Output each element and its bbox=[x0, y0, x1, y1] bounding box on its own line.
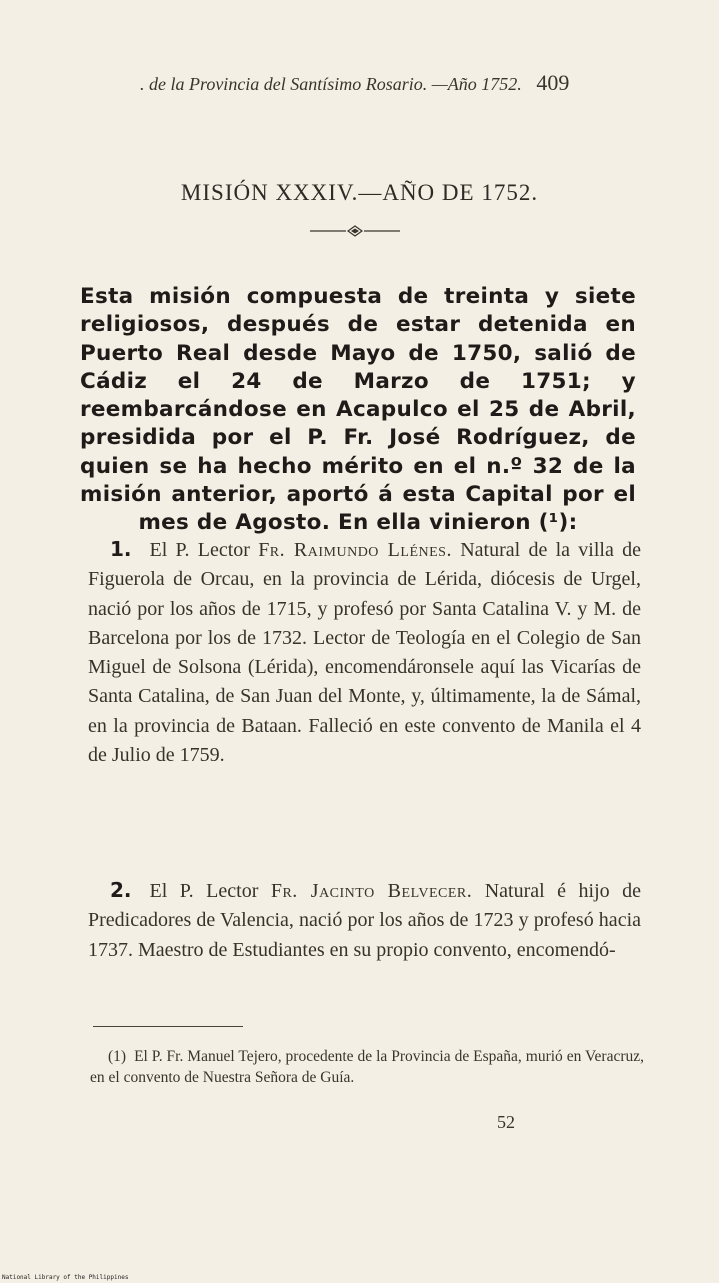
entry-prefix: El P. Lector bbox=[149, 539, 250, 561]
running-head bbox=[140, 70, 660, 96]
signature-mark: 52 bbox=[497, 1112, 515, 1132]
entry-1 bbox=[88, 535, 641, 770]
mission-summary bbox=[80, 283, 636, 538]
entry-name: Fr. Jacinto Belvecer. bbox=[270, 880, 473, 902]
page-number: 409 bbox=[536, 70, 570, 95]
entry-name: Fr. Raimundo Llénes. bbox=[258, 539, 452, 561]
summary-note-ref: (¹): bbox=[538, 510, 578, 536]
entry-prefix: El P. Lector bbox=[149, 880, 259, 902]
footnote-mark: (1) bbox=[108, 1048, 127, 1065]
footnote bbox=[90, 1047, 644, 1088]
summary-text: Esta misión compuesta de treinta y siete religiosos, después de estar detenida en Puerto Real desde Mayo de 1750, salió de Cádiz el 24 de Marzo de 1751; y reembarcándose en Acapulco el 25 de Abril, presidida por el P. Fr. José Rodríguez, de quien se ha hecho mérito en el n.º 32 de la misión anterior, aportó á esta Capital por el mes de Agosto. En ella vinieron bbox=[80, 284, 636, 536]
diamond-rule-ornament bbox=[310, 223, 400, 239]
running-title: . de la Provincia del Santísimo Rosario. —Año 1752. bbox=[140, 74, 522, 94]
library-credit: National Library of the Philippines bbox=[2, 1274, 129, 1281]
entry-number: 2. bbox=[110, 878, 132, 902]
footnote-text: El P. Fr. Manuel Tejero, procedente de la Provincia de España, murió en Veracruz, en el convento de Nuestra Señora de Guía. bbox=[90, 1048, 644, 1086]
section-title: MISIÓN XXXIV.—AÑO DE 1752. bbox=[180, 180, 539, 205]
entry-2 bbox=[88, 876, 641, 965]
entry-text: Natural é hijo de Predicadores de Valencia, nació por los años de 1723 y profesó hacia 1737. Maestro de Estudiantes en su propio convento, encomendó- bbox=[88, 880, 642, 961]
footnote-rule bbox=[93, 1026, 243, 1027]
entry-text: Natural de la villa de Figuerola de Orcau, en la provincia de Lérida, diócesis de Urgel, nació por los años de 1715, y profesó por Santa Catalina V. y M. de Barcelona por los de 1732. Lector de Teología en el Colegio de San Miguel de Solsona (Lérida), encomendáronsele aquí las Vicarías de Santa Catalina, de San Juan del Monte, y, últimamente, la de Sámal, en la provincia de Bataan. Falleció en este convento de Manila el 4 de Julio de 1759. bbox=[88, 539, 641, 767]
entry-number: 1. bbox=[110, 537, 132, 561]
